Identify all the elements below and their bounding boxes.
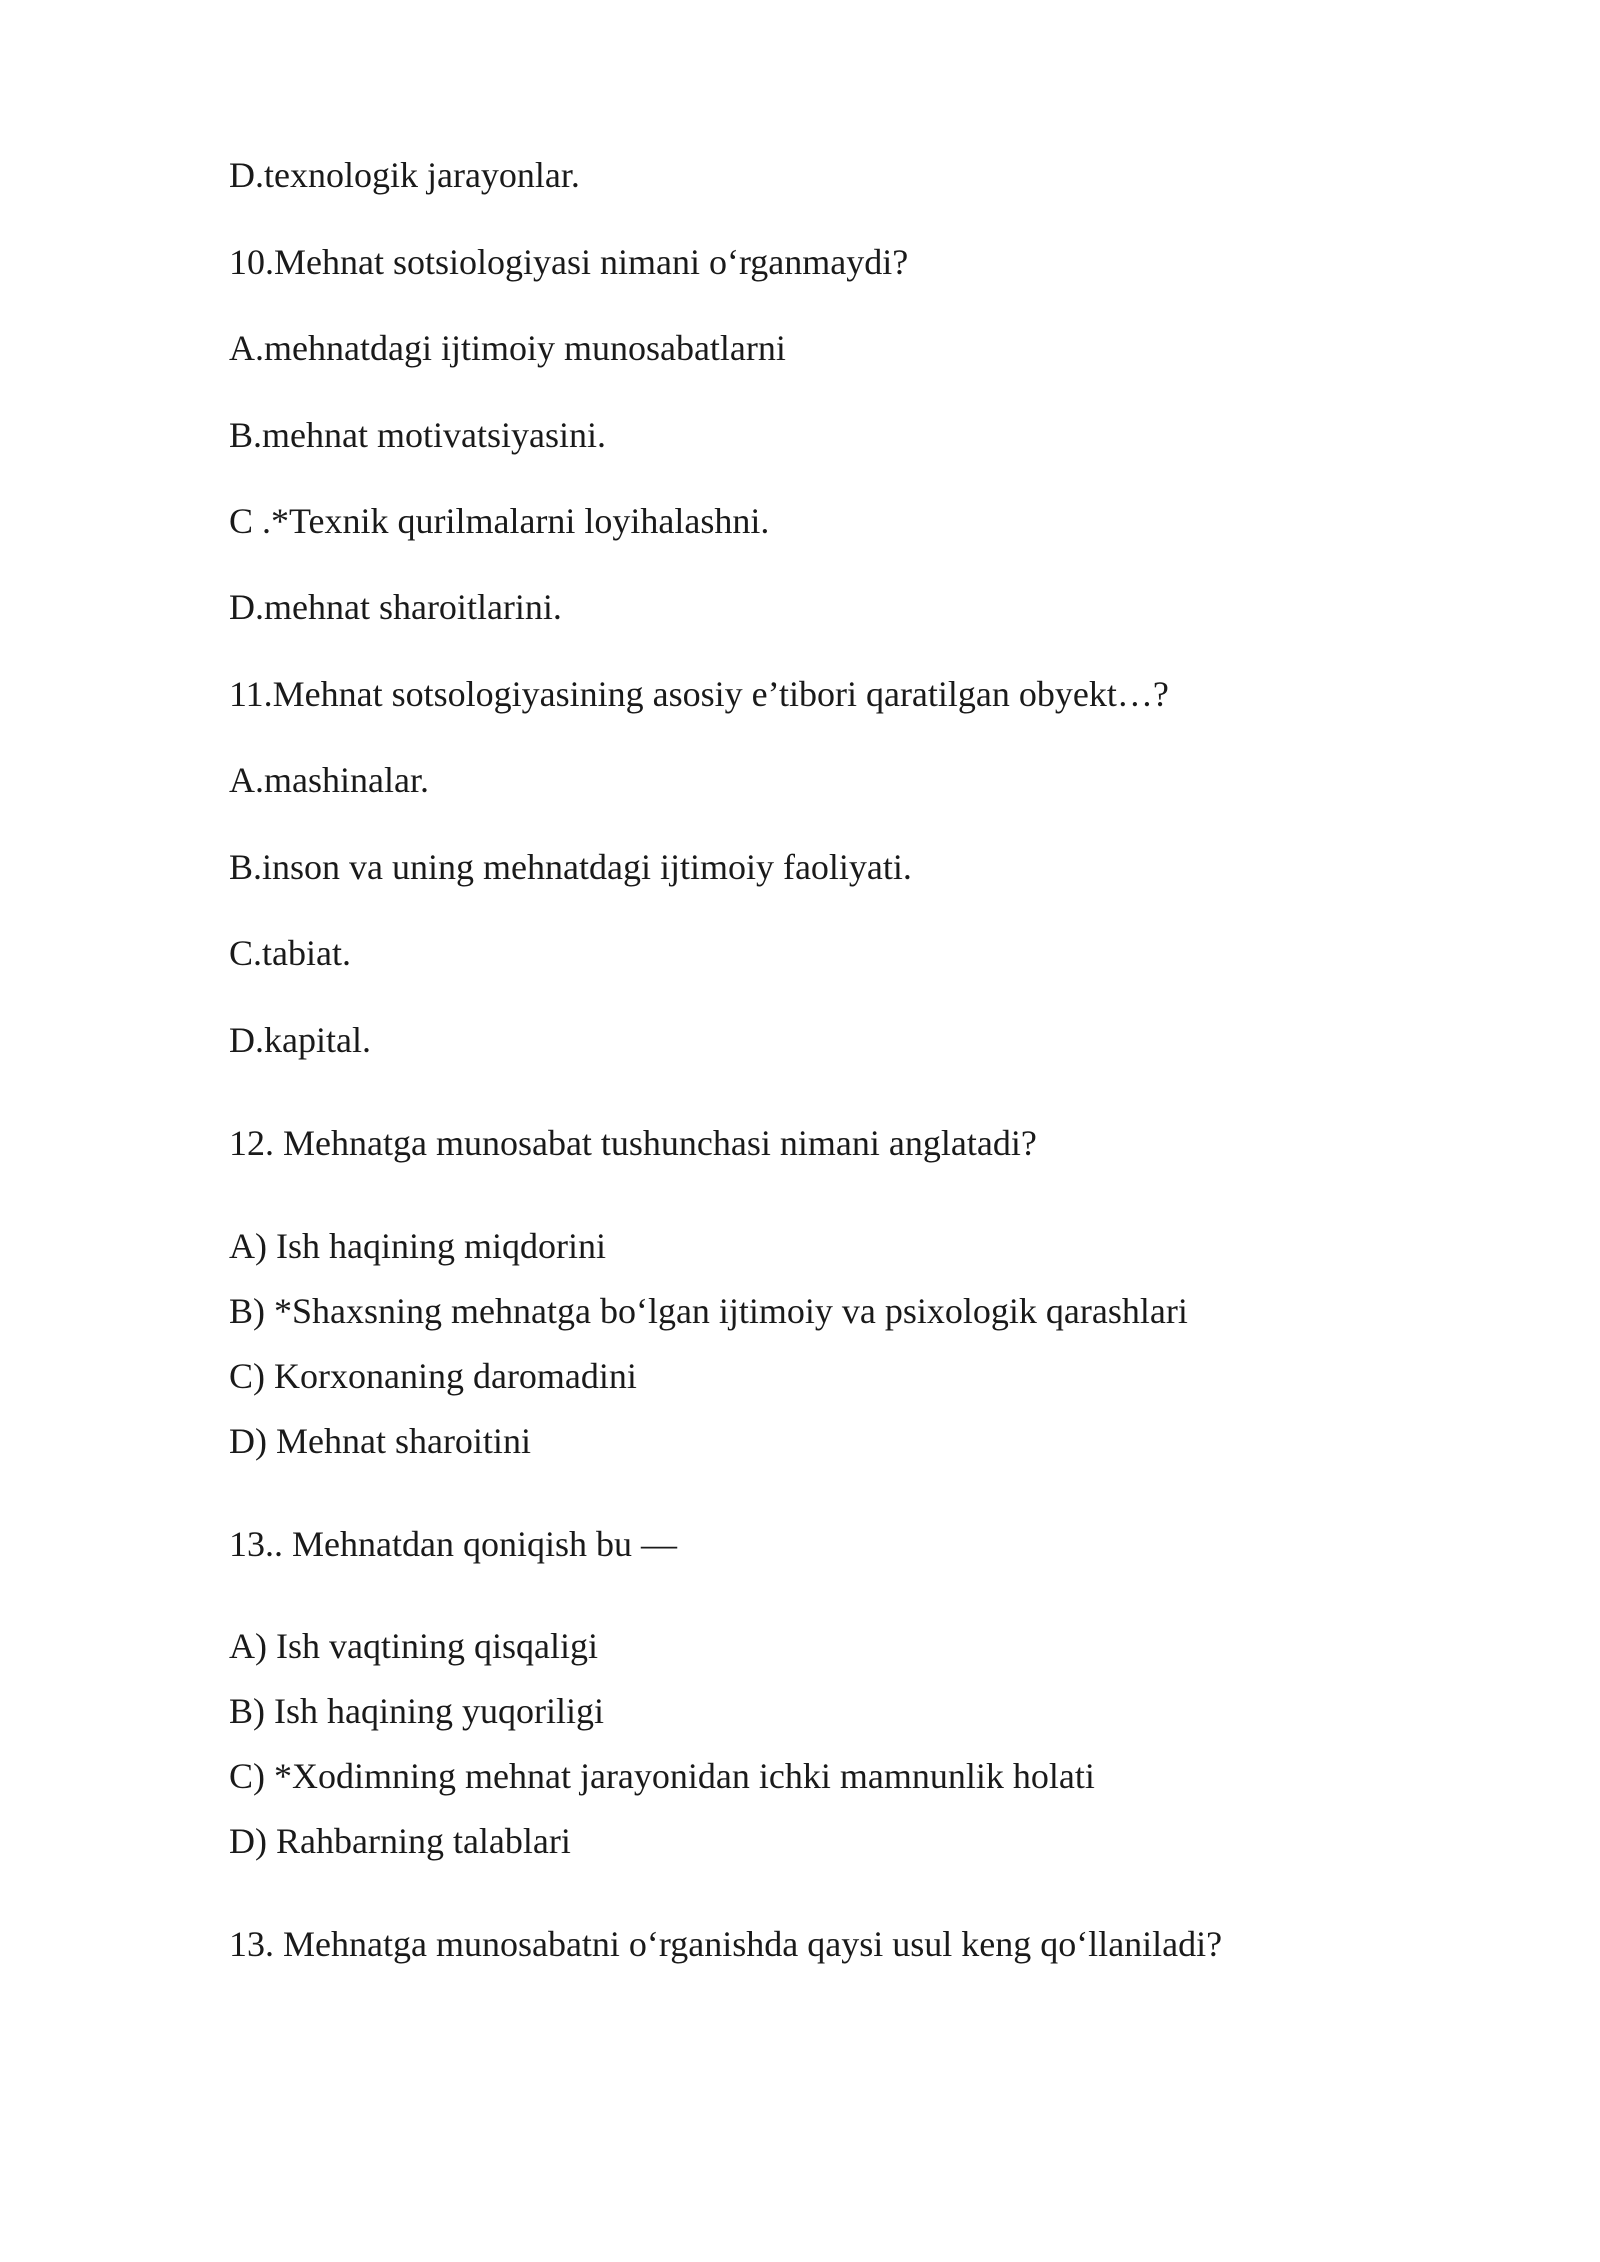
answer-option-9d: D.texnologik jarayonlar. xyxy=(229,155,580,195)
question-12: 12. Mehnatga munosabat tushunchasi nimani anglatadi? xyxy=(229,1123,1037,1163)
answer-option-11a: A.mashinalar. xyxy=(229,760,429,800)
answer-option-11b: B.inson va uning mehnatdagi ijtimoiy faoliyati. xyxy=(229,847,912,887)
answer-option-10d: D.mehnat sharoitlarini. xyxy=(229,587,562,627)
answer-option-13a: A) Ish vaqtining qisqaligi xyxy=(229,1626,598,1666)
answer-option-12a: A) Ish haqining miqdorini xyxy=(229,1226,606,1266)
answer-option-12d: D) Mehnat sharoitini xyxy=(229,1421,531,1461)
question-13-second: 13. Mehnatga munosabatni o‘rganishda qaysi usul keng qo‘llaniladi? xyxy=(229,1924,1223,1964)
answer-option-13d: D) Rahbarning talablari xyxy=(229,1821,571,1861)
answer-option-11d: D.kapital. xyxy=(229,1020,371,1060)
answer-option-11c: C.tabiat. xyxy=(229,933,351,973)
answer-option-10b: B.mehnat motivatsiyasini. xyxy=(229,415,606,455)
question-13: 13.. Mehnatdan qoniqish bu — xyxy=(229,1524,677,1564)
answer-option-12b: B) *Shaxsning mehnatga bo‘lgan ijtimoiy va psixologik qarashlari xyxy=(229,1291,1188,1331)
question-10: 10.Mehnat sotsiologiyasi nimani o‘rganmaydi? xyxy=(229,242,909,282)
answer-option-13c: C) *Xodimning mehnat jarayonidan ichki mamnunlik holati xyxy=(229,1756,1095,1796)
answer-option-12c: C) Korxonaning daromadini xyxy=(229,1356,637,1396)
answer-option-10c: C .*Texnik qurilmalarni loyihalashni. xyxy=(229,501,770,541)
answer-option-13b: B) Ish haqining yuqoriligi xyxy=(229,1691,604,1731)
answer-option-10a: A.mehnatdagi ijtimoiy munosabatlarni xyxy=(229,328,786,368)
question-11: 11.Mehnat sotsologiyasining asosiy e’tibori qaratilgan obyekt…? xyxy=(229,674,1169,714)
